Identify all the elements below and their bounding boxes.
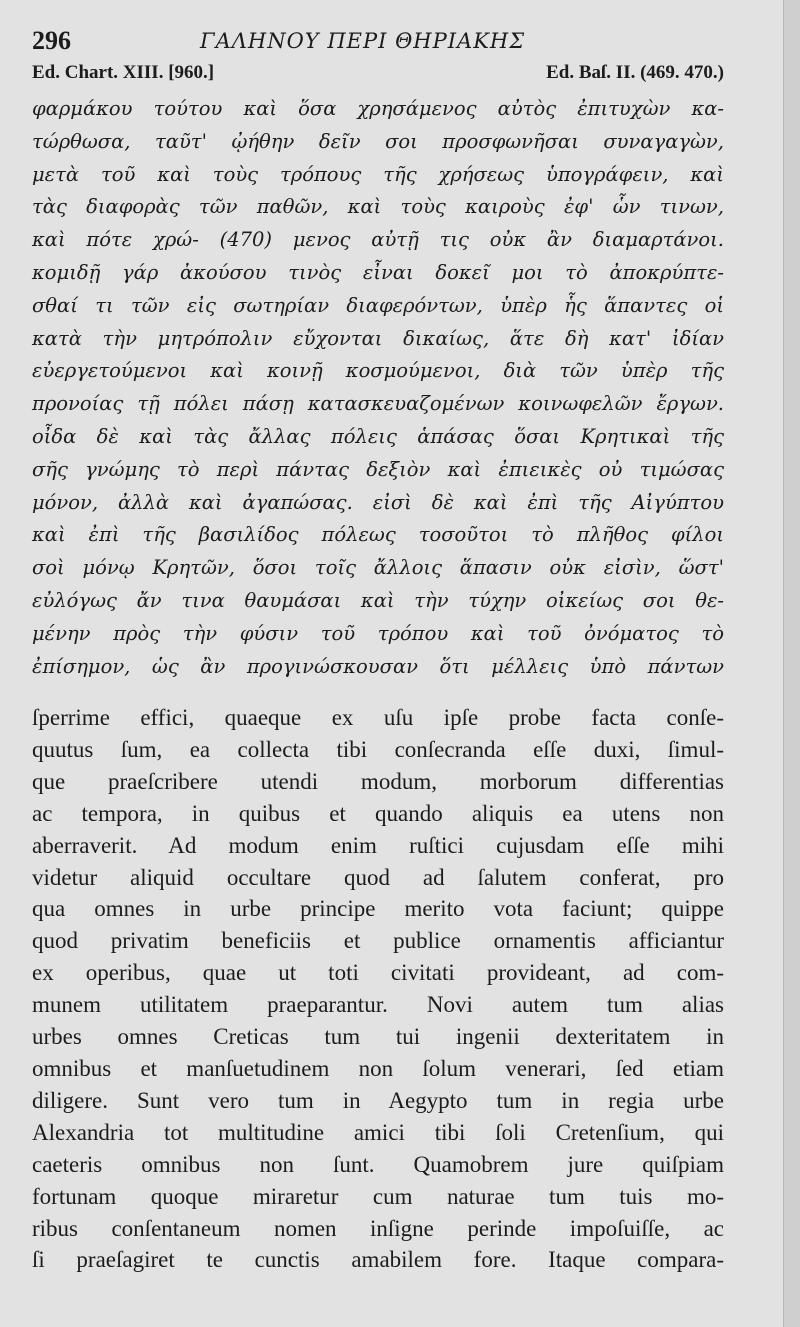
greek-line: σῆς γνώμης τὸ περὶ πάντας δεξιὸν καὶ ἐπιεικὲς οὐ τιμώσας [32,457,724,481]
latin-line: que praeſcribere utendi modum, morborum differentias [32,768,724,794]
greek-line: τώρθωσα, ταῦτ' ᾠήθην δεῖν σοι προσφωνῆσαι συναγαγὼν, [32,129,724,153]
greek-line: μόνον, ἀλλὰ καὶ ἀγαπώσας. εἰσὶ δὲ καὶ ἐπὶ τῆς Αἰγύπτου [32,490,724,514]
page-edge [783,0,800,1327]
greek-text-block [32,93,724,683]
greek-line: κομιδῇ γάρ ἀκούσου τινὸς εἶναι δοκεῖ μοι τὸ ἀποκρύπτε- [32,260,724,284]
latin-line: ſperrime effici, quaeque ex uſu ipſe probe facta conſe- [32,705,724,730]
latin-line: Alexandria tot multitudine amici tibi ſoli Cretenſium, qui [32,1119,724,1145]
greek-line: οἶδα δὲ καὶ τὰς ἄλλας πόλεις ἁπάσας ὅσαι Κρητικαὶ τῆς [32,424,724,448]
latin-line: ac tempora, in quibus et quando aliquis ea utens non [32,800,724,826]
edition-references [32,62,724,88]
greek-line: μετὰ τοῦ καὶ τοὺς τρόπους τῆς χρήσεως ὑπογράφειν, καὶ [32,162,724,186]
latin-line: urbes omnes Creticas tum tui ingenii dexteritatem in [32,1024,724,1050]
latin-line: aberraverit. Ad modum enim ruſtici cujusdam eſſe mihi [32,832,724,858]
latin-line: videtur aliquid occultare quod ad ſalutem conferat, pro [32,864,724,890]
greek-line: ἐπίσημον, ὡς ἂν προγινώσκουσαν ὅτι μέλλεις ὑπὸ πάντων [32,654,724,678]
latin-line: ribus conſentaneum nomen inſigne perinde impoſuiſſe, ac [32,1215,724,1241]
page-number: 296 [32,26,71,55]
latin-line: qua omnes in urbe principe merito vota faciunt; quippe [32,896,724,922]
greek-line: κατὰ τὴν μητρόπολιν εὔχονται δικαίως, ἅτε δὴ κατ' ἰδίαν [32,326,724,350]
latin-line: quod privatim beneficiis et publice ornamentis afficiantur [32,928,724,954]
greek-line: εὐλόγως ἄν τινα θαυμάσαι καὶ τὴν τύχην οἰκείως σοι θε- [32,588,724,612]
greek-line: φαρμάκου τούτου καὶ ὅσα χρησάμενος αὐτὸς ἐπιτυχὼν κα- [32,97,724,120]
latin-text-block [32,702,724,1276]
latin-line: quutus ſum, ea collecta tibi conſecranda eſſe duxi, ſimul- [32,736,724,762]
latin-line: diligere. Sunt vero tum in Aegypto tum in regia urbe [32,1087,724,1113]
latin-line: fortunam quoque miraretur cum naturae tum tuis mo- [32,1183,724,1209]
latin-line: caeteris omnibus non ſunt. Quamobrem jure quiſpiam [32,1151,724,1177]
greek-line: τὰς διαφορὰς τῶν παθῶν, καὶ τοὺς καιροὺς ἐφ' ὧν τινων, [32,195,724,219]
latin-line: munem utilitatem praeparantur. Novi autem tum alias [32,992,724,1018]
running-title: ΓΑΛΗΝΟΥ ΠΕΡΙ ΘΗΡΙΑΚΗΣ [200,29,526,53]
greek-line: καὶ ἐπὶ τῆς βασιλίδος πόλεως τοσοῦτοι τὸ πλῆθος φίλοι [32,523,724,547]
edition-basel-reference: Ed. Baſ. II. (469. 470.) [546,62,724,83]
greek-line: σθαί τι τῶν εἰς σωτηρίαν διαφερόντων, ὑπὲρ ἧς ἅπαντες οἱ [32,293,724,317]
greek-line: προνοίας τῇ πόλει πάσῃ κατασκευαζομένων κοινωφελῶν ἔργων. [32,392,724,416]
latin-line: ſi praeſagiret te cunctis amabilem fore. Itaque compara- [32,1247,724,1273]
latin-line: ex operibus, quae ut toti civitati provideant, ad com- [32,960,724,986]
greek-line: καὶ πότε χρώ- (470) μενος αὐτῇ τις οὐκ ἂν διαμαρτάνοι. [32,228,724,252]
page-header [32,26,732,56]
greek-line: μένην πρὸς τὴν φύσιν τοῦ τρόπου καὶ τοῦ ὀνόματος τὸ [32,621,724,645]
edition-chart-reference: Ed. Chart. XIII. [960.] [32,62,215,83]
greek-line: σοὶ μόνῳ Κρητῶν, ὅσοι τοῖς ἄλλοις ἅπασιν οὐκ εἰσὶν, ὥστ' [32,556,724,580]
latin-line: omnibus et manſuetudinem non ſolum venerari, ſed etiam [32,1055,724,1081]
greek-line: εὐεργετούμενοι καὶ κοινῇ κοσμούμενοι, διὰ τῶν ὑπὲρ τῆς [32,359,724,383]
